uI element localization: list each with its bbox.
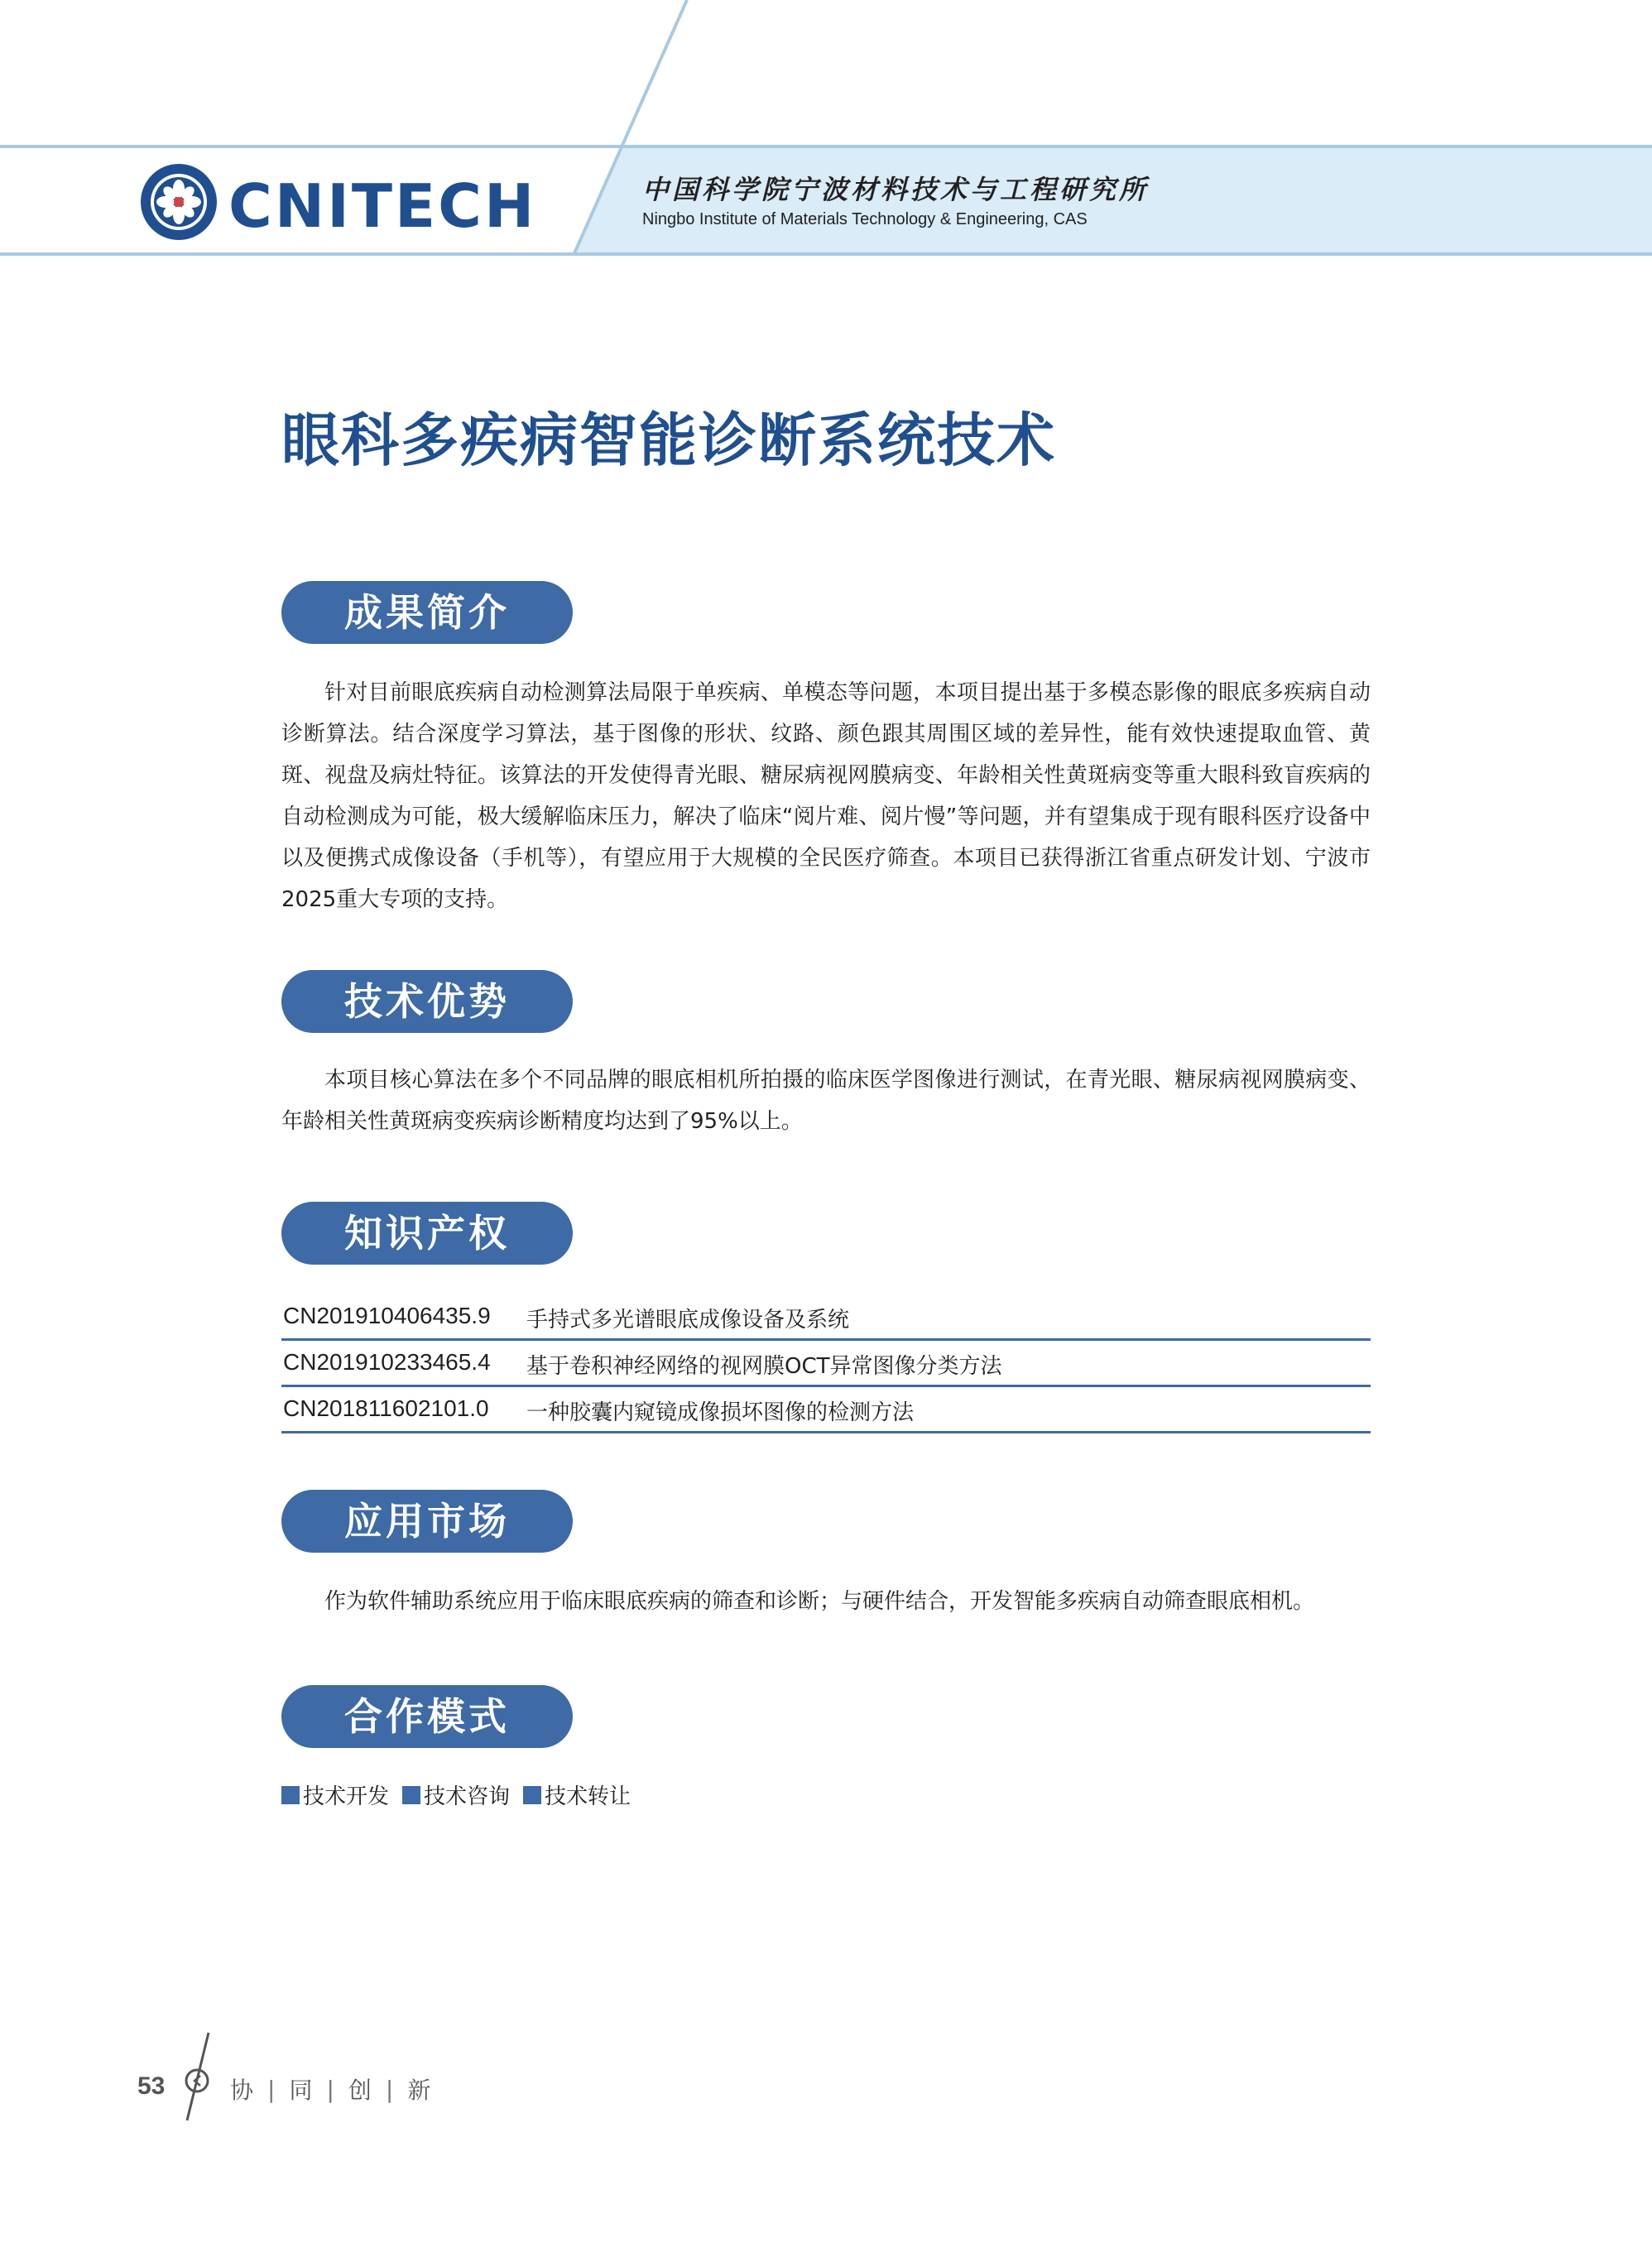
- cooperation-mode-label: 技术咨询: [424, 1784, 511, 1809]
- cooperation-mode-label: 技术开发: [303, 1784, 390, 1809]
- institute-name-cn: 中国科学院宁波材料技术与工程研究所: [642, 174, 1150, 205]
- cooperation-modes: [281, 1779, 644, 1810]
- patent-row: [281, 1387, 1371, 1433]
- section-heading-ip: 知识产权: [281, 1202, 573, 1265]
- intro-paragraph: 针对目前眼底疾病自动检测算法局限于单疾病、单模态等问题，本项目提出基于多模态影像的眼底多疾病自动诊断算法。结合深度学习算法，基于图像的形状、纹路、颜色跟其周围区域的差异性，能有效快速提取血管、黄斑、视盘及病灶特征。该算法的开发使得青光眼、糖尿病视网膜病变、年龄相关性黄斑病变等重大眼科致盲疾病的自动检测成为可能，极大缓解临床压力，解决了临床“阅片难、阅片慢”等问题，并有望集成于现有眼科医疗设备中以及便携式成像设备（手机等），有望应用于大规模的全民医疗筛查。本项目已获得浙江省重点研发计划、宁波市2025重大专项的支持。: [281, 680, 1371, 912]
- section-heading-advantage: 技术优势: [281, 970, 573, 1033]
- slogan-char: 协: [230, 2077, 254, 2104]
- cooperation-mode: [281, 1779, 389, 1810]
- slogan-char: 同: [289, 2077, 313, 2104]
- slash-circle-icon: [175, 2028, 225, 2127]
- market-paragraph: 作为软件辅助系统应用于临床眼底疾病的筛查和诊断；与硬件结合，开发智能多疾病自动筛查眼底相机。: [324, 1589, 1315, 1614]
- patent-row: [281, 1294, 1371, 1341]
- page-footer: [132, 2028, 463, 2127]
- slogan-char: 新: [407, 2077, 431, 2104]
- patent-number: CN201910233465.4: [283, 1349, 491, 1375]
- square-bullet-icon: [281, 1786, 300, 1804]
- patent-number: CN201910406435.9: [283, 1303, 491, 1328]
- slogan-divider: |: [267, 2075, 276, 2103]
- advantage-paragraph: 本项目核心算法在多个不同品牌的眼底相机所拍摄的临床医学图像进行测试，在青光眼、糖尿病视网膜病变、年龄相关性黄斑病变疾病诊断精度均达到了95%以上。: [281, 1068, 1371, 1134]
- patent-list: [281, 1294, 1371, 1433]
- brand-wordmark: CNITECH: [228, 171, 537, 241]
- page-title: 眼科多疾病智能诊断系统技术: [281, 406, 1056, 474]
- cooperation-mode-label: 技术转让: [545, 1784, 632, 1809]
- footer-slogan: [230, 2072, 430, 2106]
- patent-title: 一种胶囊内窥镜成像损坏图像的检测方法: [526, 1400, 915, 1425]
- slogan-divider: |: [326, 2075, 334, 2103]
- section-heading-market: 应用市场: [281, 1490, 573, 1553]
- page-header: [0, 0, 1652, 273]
- cooperation-mode: [523, 1779, 631, 1810]
- section-heading-intro: 成果简介: [281, 581, 573, 644]
- cas-emblem-icon: [139, 162, 219, 242]
- square-bullet-icon: [523, 1786, 541, 1804]
- patent-title: 基于卷积神经网络的视网膜OCT异常图像分类方法: [526, 1354, 1002, 1379]
- cooperation-mode: [402, 1779, 510, 1810]
- patent-number: CN201811602101.0: [283, 1395, 489, 1421]
- section-heading-cooperation: 合作模式: [281, 1685, 573, 1748]
- slogan-char: 创: [348, 2077, 372, 2104]
- patent-row: [281, 1341, 1371, 1387]
- square-bullet-icon: [402, 1786, 420, 1804]
- patent-title: 手持式多光谱眼底成像设备及系统: [526, 1308, 850, 1333]
- slogan-divider: |: [385, 2075, 394, 2103]
- page-number: 53: [137, 2072, 166, 2100]
- institute-name-en: Ningbo Institute of Materials Technology & Engineering, CAS: [642, 210, 1088, 228]
